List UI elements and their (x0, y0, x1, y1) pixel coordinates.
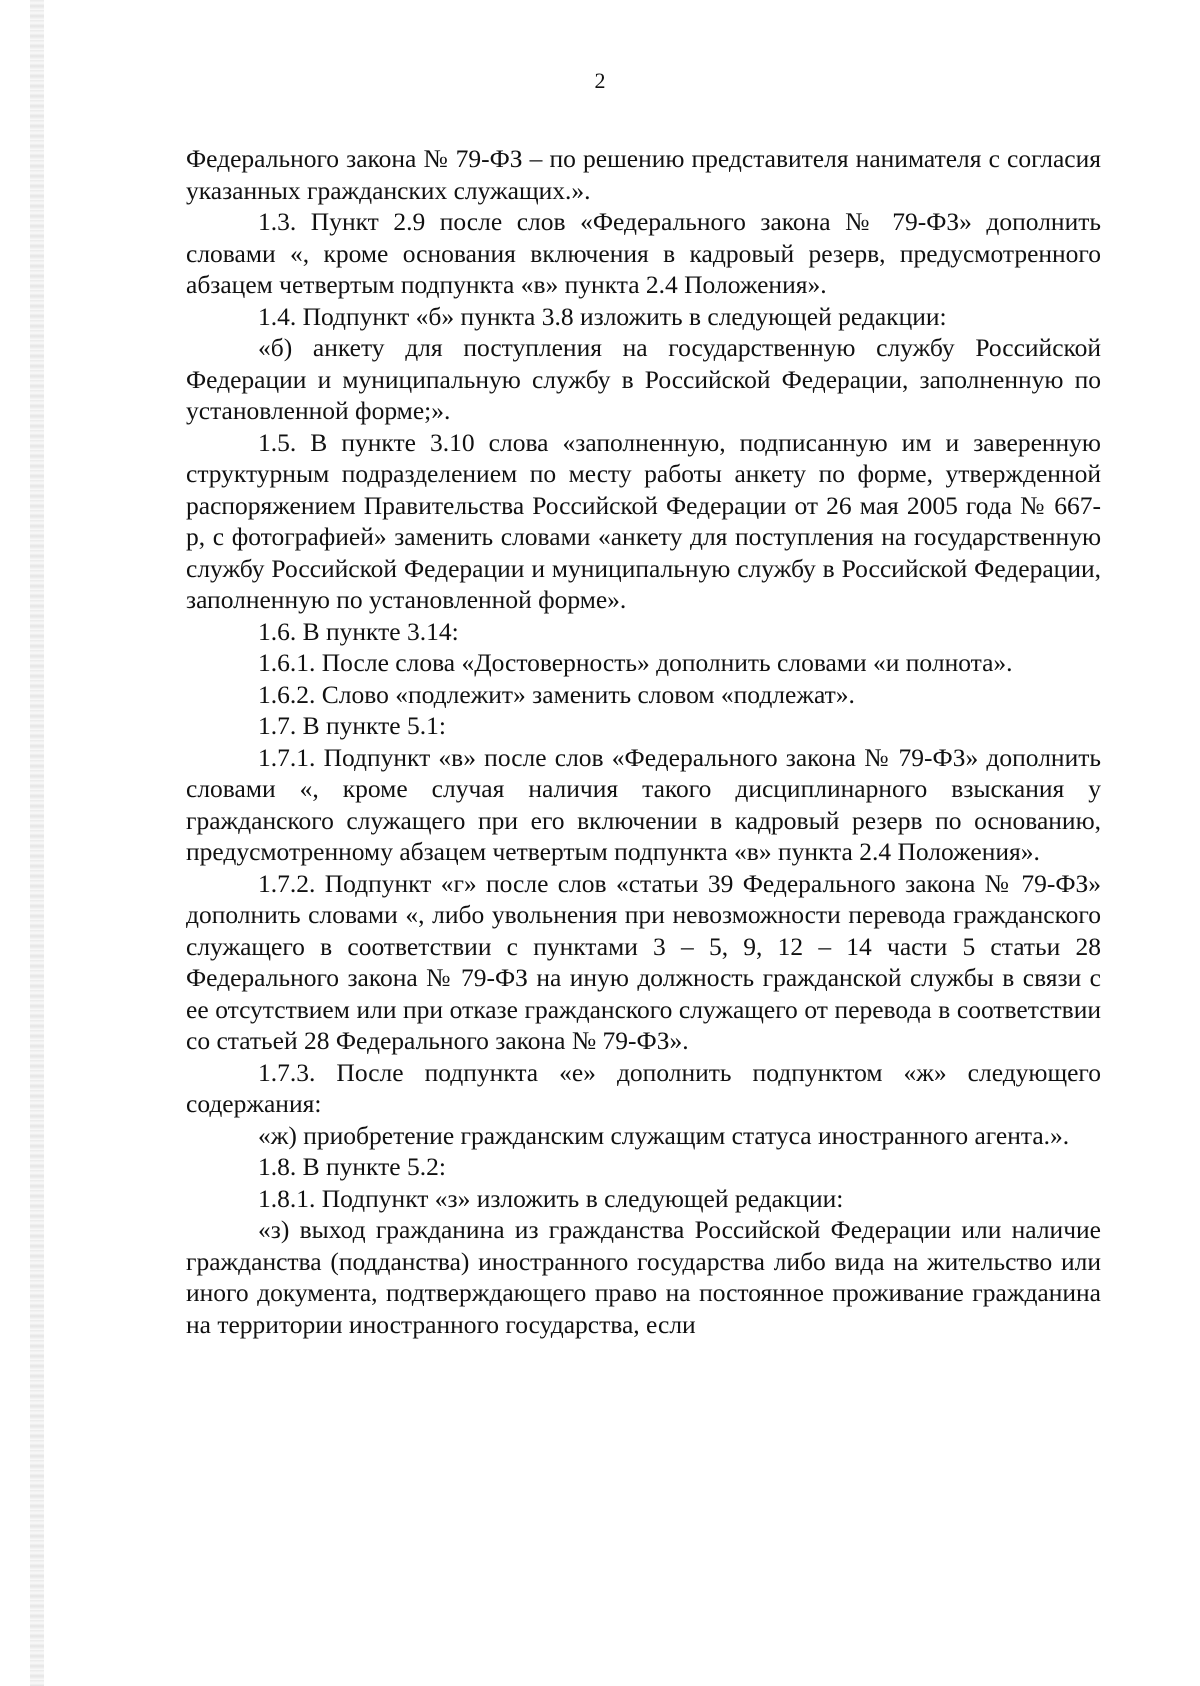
page-number: 2 (594, 68, 606, 93)
paragraph-1-7-1: 1.7.1. Подпункт «в» после слов «Федерального закона № 79-ФЗ» дополнить словами «, кроме случая наличия такого дисциплинарного взыскания у гражданского служащего при его включении в кадровый резерв по основанию, предусмотренному абзацем четвертым подпункта «в» пункта 2.4 Положения». (186, 742, 1101, 866)
paragraph-1-7-2: 1.7.2. Подпункт «г» после слов «статьи 39 Федерального закона № 79-ФЗ» дополнить словами «, либо увольнения при невозможности перевода гражданского служащего в соответствии с пунктами 3 – 5, 9, 12 – 14 части 5 статьи 28 Федерального закона № 79-ФЗ на иную должность гражданской службы в связи с ее отсутствием или при отказе гражданского служащего от перевода в соответствии со статьей 28 Федерального закона № 79-ФЗ». (186, 868, 1101, 1055)
paragraph-continuation: Федерального закона № 79-ФЗ – по решению представителя нанимателя с согласия указанных гражданских служащих.». (186, 144, 1101, 205)
paragraph-1-8-1: 1.8.1. Подпункт «з» изложить в следующей редакции: (258, 1183, 844, 1213)
paragraph-1-7-3-quote: «ж) приобретение гражданским служащим статуса иностранного агента.». (258, 1120, 1070, 1150)
document-body (186, 143, 1101, 1340)
paragraph-1-4-quote: «б) анкету для поступления на государственную службу Российской Федерации и муниципальную службу в Российской Федерации, заполненную по установленной форме;». (186, 333, 1101, 425)
paragraph-1-3: 1.3. Пункт 2.9 после слов «Федерального закона № 79-ФЗ» дополнить словами «, кроме основания включения в кадровый резерв, предусмотренного абзацем четвертым подпункта «в» пункта 2.4 Положения». (186, 207, 1101, 299)
paragraph-1-6-2: 1.6.2. Слово «подлежит» заменить словом «подлежат». (258, 679, 855, 709)
scan-edge-artifact (30, 0, 44, 1686)
paragraph-1-8: 1.8. В пункте 5.2: (258, 1152, 446, 1181)
paragraph-1-7: 1.7. В пункте 5.1: (258, 711, 446, 740)
paragraph-1-4: 1.4. Подпункт «б» пункта 3.8 изложить в следующей редакции: (258, 301, 947, 331)
paragraph-1-6-1: 1.6.1. После слова «Достоверность» дополнить словами «и полнота». (258, 648, 1013, 677)
paragraph-1-5: 1.5. В пункте 3.10 слова «заполненную, подписанную им и заверенную структурным подразделением по месту работы анкету по форме, утвержденной распоряжением Правительства Российской Федерации от 26 мая 2005 года № 667-р, с фотографией» заменить словами «анкету для поступления на государственную службу Российской Федерации и муниципальную службу в Российской Федерации, заполненную по установленной форме». (186, 427, 1101, 614)
paragraph-1-8-1-quote: «з) выход гражданина из гражданства Российской Федерации или наличие гражданства (подданства) иностранного государства либо вида на жительство или иного документа, подтверждающего право на постоянное проживание гражданина на территории иностранного государства, если (186, 1215, 1101, 1339)
paragraph-1-7-3: 1.7.3. После подпункта «е» дополнить подпунктом «ж» следующего содержания: (186, 1057, 1101, 1118)
paragraph-1-6: 1.6. В пункте 3.14: (258, 616, 459, 646)
